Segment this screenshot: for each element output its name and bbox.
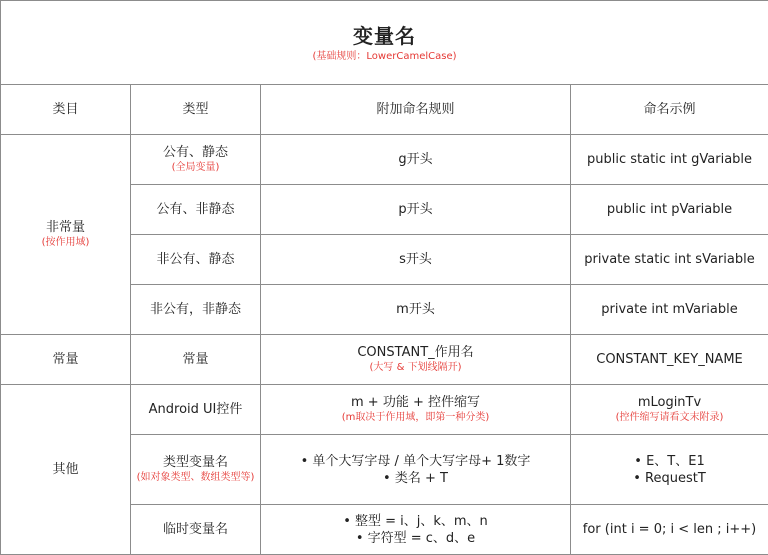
- example-cell: private static int sVariable: [571, 235, 768, 285]
- type-cell: 非公有、静态: [131, 235, 261, 285]
- type-cell: 常量: [131, 335, 261, 385]
- page-title: 变量名: [5, 22, 764, 50]
- example-cell: [571, 435, 768, 505]
- title-row: [1, 1, 768, 85]
- page-subtitle: (基础规则：LowerCamelCase): [5, 50, 764, 64]
- example-bullet: • RequestT: [575, 470, 764, 487]
- example-cell: CONSTANT_KEY_NAME: [571, 335, 768, 385]
- group-non-constant: [1, 135, 131, 335]
- header-example: 命名示例: [571, 85, 768, 135]
- rule-cell: g开头: [261, 135, 571, 185]
- rule-bullet: • 整型 = i、j、k、m、n: [265, 513, 566, 530]
- rule-cell: [261, 505, 571, 555]
- rule-note: (大写 & 下划线隔开): [265, 361, 566, 375]
- rule-note: (m取决于作用域，即第一种分类): [265, 411, 566, 425]
- type-cell: 临时变量名: [131, 505, 261, 555]
- example-cell: for (int i = 0; i < len ; i++): [571, 505, 768, 555]
- type-note: (如对象类型、数组类型等): [135, 471, 256, 485]
- header-category: 类目: [1, 85, 131, 135]
- type-cell: 公有、非静态: [131, 185, 261, 235]
- example-cell: private int mVariable: [571, 285, 768, 335]
- rule-bullet: • 类名 + T: [265, 470, 566, 487]
- group-other: 其他: [1, 385, 131, 555]
- rule-cell: p开头: [261, 185, 571, 235]
- table-row: [1, 135, 768, 185]
- header-row: [1, 85, 768, 135]
- example-bullet: • E、T、E1: [575, 453, 764, 470]
- group-label: 非常量: [5, 219, 126, 236]
- table-row: [1, 335, 768, 385]
- rule-label: m + 功能 + 控件缩写: [265, 394, 566, 411]
- rule-cell: s开头: [261, 235, 571, 285]
- rule-cell: [261, 385, 571, 435]
- rule-bullet: • 字符型 = c、d、e: [265, 530, 566, 547]
- example-cell: public static int gVariable: [571, 135, 768, 185]
- rule-cell: [261, 335, 571, 385]
- example-note: (控件缩写请看文末附录): [575, 411, 764, 425]
- group-note: (按作用域): [5, 236, 126, 250]
- rule-cell: m开头: [261, 285, 571, 335]
- title-cell: [1, 1, 768, 85]
- type-cell: [131, 435, 261, 505]
- type-cell: Android UI控件: [131, 385, 261, 435]
- type-label: 公有、静态: [135, 144, 256, 161]
- header-type: 类型: [131, 85, 261, 135]
- example-cell: public int pVariable: [571, 185, 768, 235]
- table-row: [1, 385, 768, 435]
- type-note: (全局变量): [135, 161, 256, 175]
- type-cell: [131, 135, 261, 185]
- type-cell: 非公有，非静态: [131, 285, 261, 335]
- rule-label: CONSTANT_作用名: [265, 344, 566, 361]
- type-label: 类型变量名: [135, 454, 256, 471]
- example-label: mLoginTv: [575, 394, 764, 411]
- group-constant: 常量: [1, 335, 131, 385]
- header-rule: 附加命名规则: [261, 85, 571, 135]
- rule-bullet: • 单个大写字母 / 单个大写字母+ 1数字: [265, 453, 566, 470]
- rule-cell: [261, 435, 571, 505]
- example-cell: [571, 385, 768, 435]
